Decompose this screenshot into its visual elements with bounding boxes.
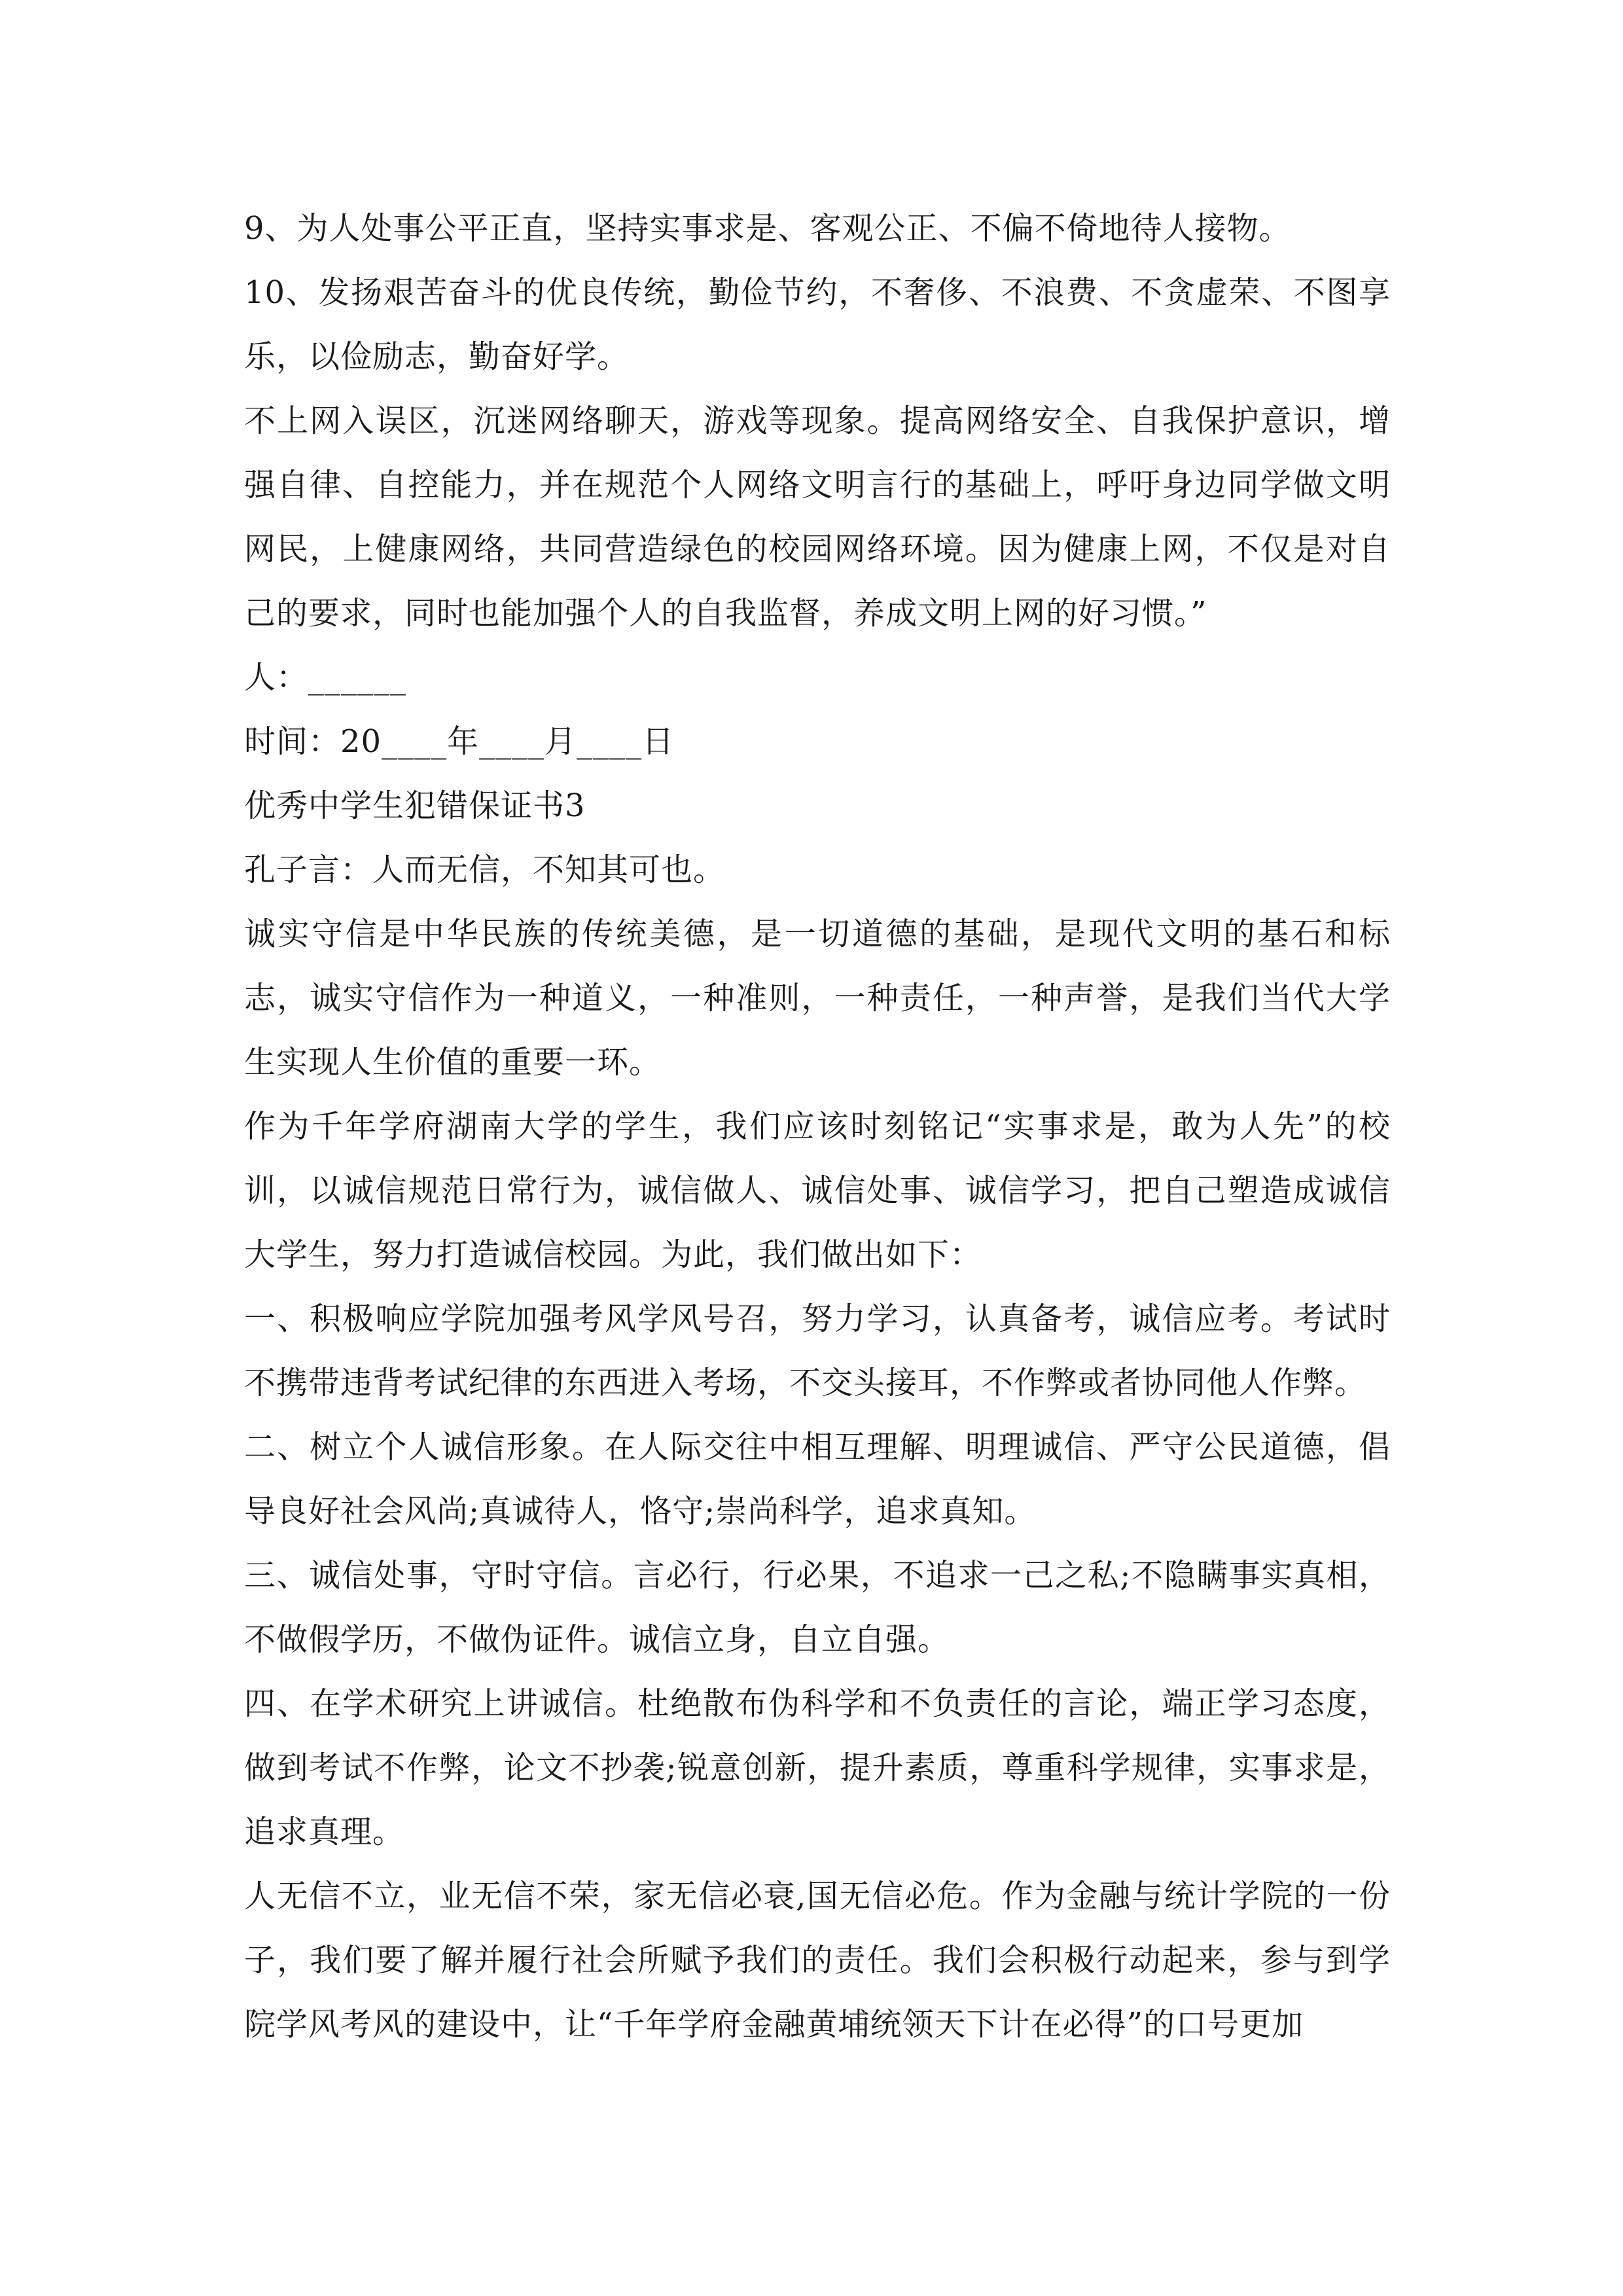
paragraph-closing: 人无信不立，业无信不荣，家无信必衰,国无信必危。作为金融与统计学院的一份子，我们要了解并履行社会所赋予我们的责任。我们会积极行动起来，参与到学院学风考风的建设中，让“千年学府金融黄埔统领天下计在必得”的口号更加 [244, 1878, 1391, 2043]
paragraph-internet-use: 不上网入误区，沉迷网络聊天，游戏等现象。提高网络安全、自我保护意识，增强自律、自控能力，并在规范个人网络文明言行的基础上，呼吁身边同学做文明网民，上健康网络，共同营造绿色的校园网络环境。因为健康上网，不仅是对自己的要求，同时也能加强个人的自我监督，养成文明上网的好习惯。” [244, 403, 1391, 632]
date-line: 时间：20____年____月____日 [244, 723, 675, 760]
signature-line: 人：______ [244, 659, 407, 696]
section-title: 优秀中学生犯错保证书3 [244, 787, 586, 824]
paragraph-hunan-university: 作为千年学府湖南大学的学生，我们应该时刻铭记“实事求是，敢为人先”的校训，以诚信规范日常行为，诚信做人、诚信处事、诚信学习，把自己塑造成诚信大学生，努力打造诚信校园。为此，我们做出如下： [244, 1108, 1391, 1273]
document-body [244, 196, 1391, 2056]
confucius-quote: 孔子言：人而无信，不知其可也。 [244, 852, 726, 888]
pledge-item-3: 三、诚信处事，守时守信。言必行，行必果，不追求一己之私;不隐瞒事实真相，不做假学历，不做伪证件。诚信立身，自立自强。 [244, 1557, 1391, 1658]
pledge-item-1: 一、积极响应学院加强考风学风号召，努力学习，认真备考，诚信应考。考试时不携带违背考试纪律的东西进入考场，不交头接耳，不作弊或者协同他人作弊。 [244, 1300, 1391, 1401]
paragraph-item-9: 9、为人处事公平正直，坚持实事求是、客观公正、不偏不倚地待人接物。 [244, 210, 1291, 247]
paragraph-item-10: 10、发扬艰苦奋斗的优良传统，勤俭节约，不奢侈、不浪费、不贪虚荣、不图享乐，以俭励志，勤奋好学。 [244, 274, 1391, 375]
pledge-item-4: 四、在学术研究上讲诚信。杜绝散布伪科学和不负责任的言论，端正学习态度，做到考试不作弊，论文不抄袭;锐意创新，提升素质，尊重科学规律，实事求是，追求真理。 [244, 1685, 1391, 1850]
pledge-item-2: 二、树立个人诚信形象。在人际交往中相互理解、明理诚信、严守公民道德，倡导良好社会风尚;真诚待人，恪守;崇尚科学，追求真知。 [244, 1429, 1391, 1530]
paragraph-honesty-virtue: 诚实守信是中华民族的传统美德，是一切道德的基础，是现代文明的基石和标志，诚实守信作为一种道义，一种准则，一种责任，一种声誉，是我们当代大学生实现人生价值的重要一环。 [244, 916, 1391, 1081]
